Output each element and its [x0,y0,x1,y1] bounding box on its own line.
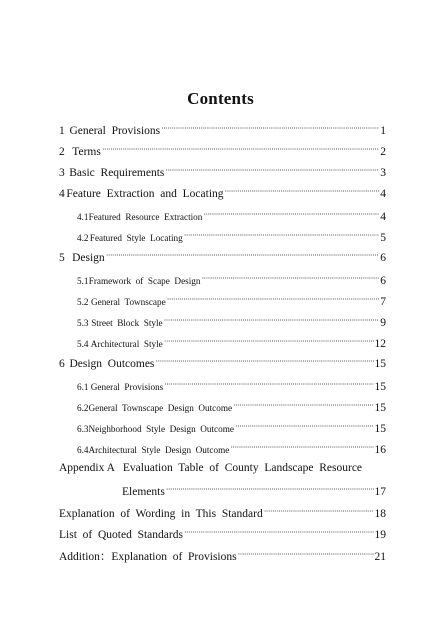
toc-entry[interactable] [59,249,386,265]
entry-page: 15 [374,402,386,414]
dot-leader [165,164,379,178]
entry-number: 4.2 [77,233,89,243]
dot-leader [184,229,380,243]
entry-page: 15 [374,358,386,370]
toc-entry[interactable] [59,355,386,371]
entry-label: Feature Extraction and Locating [66,188,224,200]
entry-label: Terms [72,146,101,158]
entry-label: Featured Style Locating [89,233,183,243]
entry-page: 12 [374,338,386,350]
entry-number: 6.1 [77,382,89,392]
entry-page: 4 [380,211,386,223]
toc-subentry[interactable] [77,208,386,224]
entry-label: General Provisions [69,125,161,137]
entry-page: 6 [380,252,386,264]
entry-label: Architectural Style Design Outcome [88,445,230,455]
entry-page: 16 [374,444,386,456]
entry-label: Explanation of Wording in This Standard [59,508,263,520]
entry-page: 7 [380,296,386,308]
toc-entry[interactable] [59,122,386,138]
entry-page: 19 [374,529,386,541]
entry-label: Framework of Scape Design [88,276,201,286]
entry-label: General Townscape [90,297,166,307]
toc-entry[interactable] [59,505,386,521]
entry-page: 2 [380,146,386,158]
entry-label: Architectural Style [90,339,163,349]
entry-label: Appendix A Evaluation Table of County Landscape Resource [59,462,363,474]
toc-subentry[interactable] [77,314,386,330]
dot-leader [203,208,379,222]
entry-number: 5.1 [77,276,89,286]
entry-page: 1 [380,125,386,137]
entry-page: 6 [380,275,386,287]
toc-entry[interactable] [59,548,386,564]
entry-label: Basic Requirements [69,167,165,179]
dot-leader [155,355,373,369]
toc-entry-appendix[interactable] [59,461,386,475]
entry-page: 5 [380,232,386,244]
entry-number: 5.4 [77,339,89,349]
entry-page: 21 [374,551,386,563]
entry-number: 6.2 [77,403,89,413]
entry-label: Elements [122,486,165,498]
entry-label: List of Quoted Standards [59,529,183,541]
dot-leader [238,548,374,562]
toc-subentry[interactable] [77,293,386,309]
entry-label: Street Block Style [91,318,163,328]
entry-label: Addition：Explanation of Provisions [59,551,237,563]
dot-leader [233,399,373,413]
dot-leader [164,335,374,349]
toc-subentry[interactable] [77,441,386,457]
toc-entry[interactable] [59,526,386,542]
entry-page: 9 [380,317,386,329]
entry-number: 6 [59,358,65,370]
dot-leader [164,314,380,328]
entry-label: General Provisions [90,382,164,392]
toc-entry-continuation[interactable] [122,483,386,499]
toc-entry[interactable] [59,185,386,201]
dot-leader [184,526,374,540]
dot-leader [166,483,374,497]
entry-number: 4.1 [77,212,89,222]
entry-page: 17 [374,486,386,498]
dot-leader [264,505,374,519]
entry-number: 3 [59,167,65,179]
dot-leader [167,293,380,307]
entry-number: 5.3 [77,318,89,328]
entry-page: 18 [374,508,386,520]
entry-number: 2 [59,146,65,158]
entry-number: 5.2 [77,297,89,307]
entry-number: 1 [59,125,65,137]
entry-label: Design Outcomes [69,358,155,370]
toc-entry[interactable] [59,143,386,159]
dot-leader [164,378,373,392]
toc-subentry[interactable] [77,399,386,415]
entry-number: 6.4 [77,445,89,455]
entry-number: 5 [59,252,65,264]
toc-subentry[interactable] [77,378,386,394]
dot-leader [235,420,374,434]
dot-leader [225,185,380,199]
toc-subentry[interactable] [77,420,386,436]
dot-leader [161,122,379,136]
toc-subentry[interactable] [77,229,386,245]
entry-page: 3 [380,167,386,179]
toc-subentry[interactable] [77,335,386,351]
entry-page: 4 [380,188,386,200]
dot-leader [201,272,379,286]
entry-page: 15 [374,423,386,435]
contents-title: Contents [187,89,254,108]
dot-leader [230,441,373,455]
dot-leader [106,249,380,263]
entry-label: Featured Resource Extraction [88,212,203,222]
toc-entry[interactable] [59,164,386,180]
entry-number: 6.3 [77,424,89,434]
entry-label: General Townscape Design Outcome [88,403,233,413]
entry-label: Neighborhood Style Design Outcome [88,424,234,434]
entry-number: 4 [59,188,65,200]
entry-label: Design [72,252,105,264]
entry-page: 15 [374,381,386,393]
dot-leader [102,143,379,157]
toc-subentry[interactable] [77,272,386,288]
